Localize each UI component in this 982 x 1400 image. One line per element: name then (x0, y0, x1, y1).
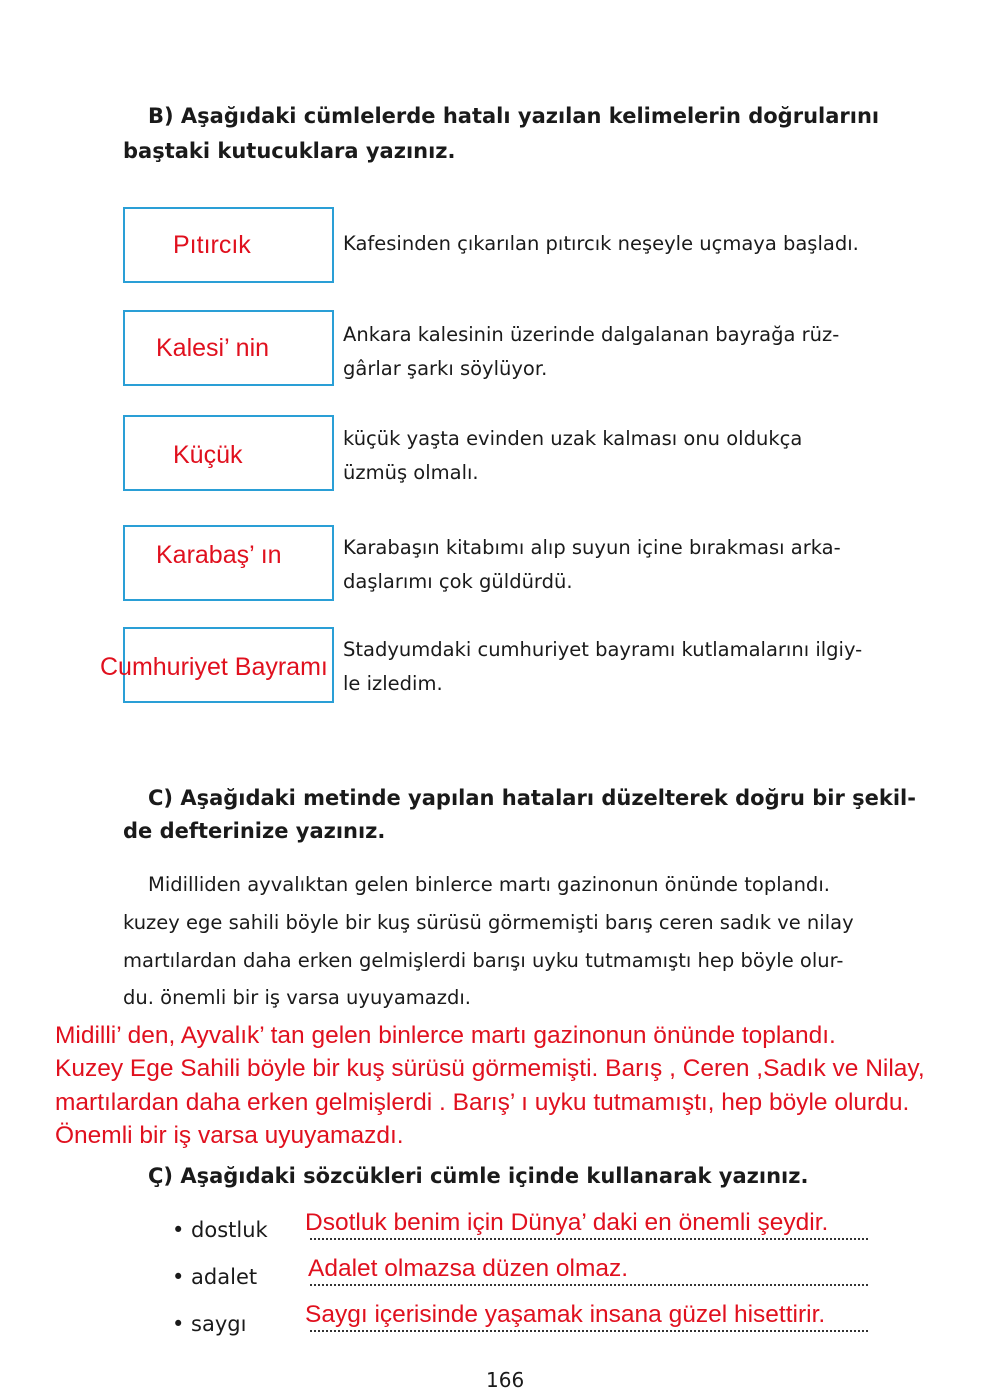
section-cc-heading: Ç) Aşağıdaki sözcükleri cümle içinde kullanarak yazınız. (148, 1164, 809, 1188)
paragraph-line: du. önemli bir iş varsa uyuyamazdı. (123, 986, 471, 1009)
section-c-heading-line2: de defterinize yazınız. (123, 819, 386, 843)
page-number: 166 (486, 1368, 525, 1392)
sentence-line: Karabaşın kitabımı alıp suyun içine bırakması arka- (343, 536, 841, 559)
sentence-5 (343, 633, 883, 701)
section-c-heading-line1: C) Aşağıdaki metinde yapılan hataları düzelterek doğru bir şekil- (148, 786, 916, 810)
sentence-3 (343, 422, 883, 490)
paragraph-line: kuzey ege sahili böyle bir kuş sürüsü görmemişti barış ceren sadık ve nilay (123, 911, 854, 934)
sentence-line: küçük yaşta evinden uzak kalması onu oldukça (343, 427, 803, 450)
word-item: • adalet (172, 1265, 258, 1289)
section-b-heading-line1: B) Aşağıdaki cümlelerde hatalı yazılan kelimelerin doğrularını (148, 104, 880, 128)
sentence-line: Ankara kalesinin üzerinde dalgalanan bayrağa rüz- (343, 323, 840, 346)
answer-box-text: Karabaş’ ın (156, 541, 282, 569)
answer-line[interactable] (310, 1238, 868, 1240)
answer-box-text: Pıtırcık (173, 231, 251, 259)
section-b-heading-line2: baştaki kutucuklara yazınız. (123, 139, 456, 163)
sentence-line: daşlarımı çok güldürdü. (343, 570, 573, 593)
corrected-line: Kuzey Ege Sahili böyle bir kuş sürüsü görmemişti. Barış , Ceren ,Sadık ve Nilay, (55, 1055, 925, 1082)
sentence-answer: Dsotluk benim için Dünya’ daki en önemli şeydir. (305, 1209, 829, 1236)
paragraph-line: Midilliden ayvalıktan gelen binlerce martı gazinonun önünde toplandı. (148, 873, 830, 896)
sentence-line: gârlar şarkı söylüyor. (343, 357, 548, 380)
answer-box-text: Küçük (173, 441, 243, 469)
answer-box-text: Cumhuriyet Bayramı (100, 653, 328, 681)
answer-line[interactable] (310, 1284, 868, 1286)
corrected-line: Önemli bir iş varsa uyuyamazdı. (55, 1122, 404, 1149)
corrected-line: martılardan daha erken gelmişlerdi . Barış’ ı uyku tutmamıştı, hep böyle olurdu. (55, 1089, 910, 1116)
corrected-line: Midilli’ den, Ayvalık’ tan gelen binlerce martı gazinonun önünde toplandı. (55, 1022, 836, 1049)
word-item: • dostluk (172, 1218, 268, 1242)
word-item: • saygı (172, 1312, 247, 1336)
answer-line[interactable] (310, 1330, 868, 1332)
sentence-1 (343, 227, 883, 261)
sentence-4 (343, 531, 883, 599)
sentence-2 (343, 318, 883, 386)
sentence-answer: Adalet olmazsa düzen olmaz. (308, 1255, 629, 1282)
answer-box-text: Kalesi’ nin (156, 334, 270, 362)
paragraph-line: martılardan daha erken gelmişlerdi barışı uyku tutmamıştı hep böyle olur- (123, 949, 844, 972)
sentence-line: Kafesinden çıkarılan pıtırcık neşeyle uçmaya başladı. (343, 232, 859, 255)
sentence-line: le izledim. (343, 672, 443, 695)
sentence-line: Stadyumdaki cumhuriyet bayramı kutlamalarını ilgiy- (343, 638, 863, 661)
sentence-answer: Saygı içerisinde yaşamak insana güzel hisettirir. (305, 1301, 826, 1328)
sentence-line: üzmüş olmalı. (343, 461, 479, 484)
